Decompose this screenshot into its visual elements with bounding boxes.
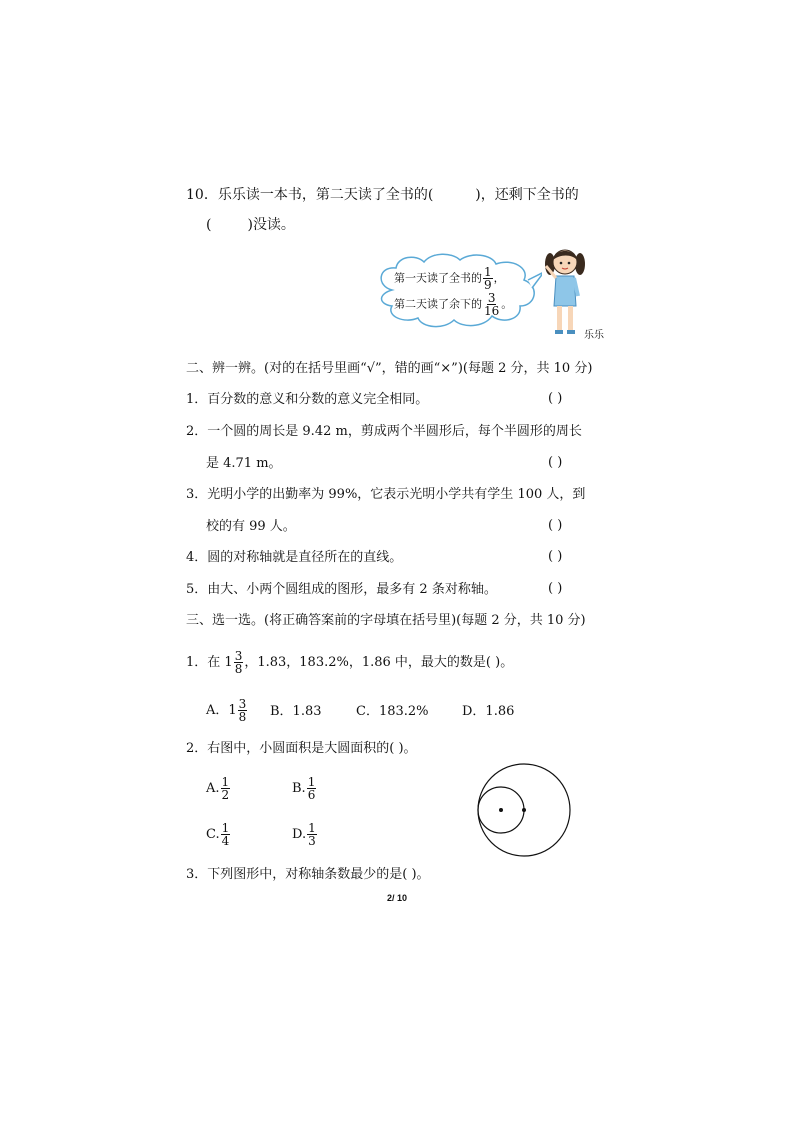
s3-q2-option-c[interactable] [206, 822, 231, 847]
s3-q1-option-a-label: A．1 [206, 703, 237, 718]
s3-q1-fraction [234, 650, 244, 675]
q10-line1 [186, 186, 579, 204]
s3-q2-option-c-num: 1 [221, 821, 230, 835]
s2-item-1-blank[interactable]: ( ) [548, 391, 563, 406]
s2-item-2-blank[interactable]: ( ) [548, 455, 563, 470]
s3-q2-option-b-den: 6 [307, 788, 316, 802]
s3-q1 [186, 650, 513, 675]
s3-q1-option-b[interactable]: B．1.83 [270, 704, 322, 719]
q10-blank2-open: ( [206, 217, 212, 233]
s2-item-2-num: 2． [186, 424, 208, 439]
s2-item-3-num: 3． [186, 487, 208, 502]
s2-item-2-cont: 是 4.71 m。 [206, 456, 282, 471]
small-circle-center [499, 808, 503, 812]
s3-q2-option-c-label: C. [206, 827, 220, 842]
s2-item-4 [186, 549, 402, 567]
s3-q2-option-b-fraction [307, 776, 317, 801]
speech-line-1-end: ， [493, 271, 505, 285]
s3-q1-num: 1． [186, 655, 208, 670]
q10-blank1-close: ) [475, 187, 481, 203]
speech-fraction-2 [483, 292, 500, 317]
large-circle-center [522, 808, 526, 812]
s2-item-5 [186, 581, 497, 599]
speech-fraction-1 [483, 266, 493, 291]
q10-text-c: 没读。 [252, 217, 295, 233]
speech-line-2-end: 。 [501, 297, 513, 311]
s3-q2-option-a-fraction [221, 776, 231, 801]
s3-q2-option-a[interactable] [206, 776, 231, 801]
character-name: 乐乐 [584, 330, 604, 341]
speech-line-1-text: 第一天读了全书的 [394, 271, 482, 285]
s3-q2-option-c-fraction [221, 822, 231, 847]
s3-q2-option-d-fraction [307, 822, 317, 847]
s3-q2-option-a-den: 2 [221, 788, 230, 802]
s3-q1-option-a-den: 8 [238, 710, 247, 724]
s3-q2-option-a-num: 1 [221, 775, 230, 789]
s3-q1-option-c[interactable]: C．183.2% [356, 704, 429, 719]
s3-q1-option-a-fraction [238, 698, 248, 723]
s3-q2-option-d[interactable] [292, 822, 318, 847]
girl-illustration [540, 246, 590, 342]
speech-line-2-text: 第二天读了余下的 [394, 297, 482, 311]
s2-item-4-num: 4． [186, 550, 208, 565]
s2-item-2 [186, 423, 582, 441]
s2-item-1-text: 百分数的意义和分数的意义完全相同。 [207, 392, 429, 407]
s3-q1-option-a[interactable] [206, 698, 248, 723]
s2-item-5-num: 5． [186, 582, 208, 597]
speech-fraction-2-den: 16 [484, 304, 500, 318]
s3-q3-num: 3． [186, 867, 208, 882]
s2-item-3-blank[interactable]: ( ) [548, 518, 563, 533]
s3-q2-option-b[interactable] [292, 776, 317, 801]
s3-q2 [186, 740, 417, 758]
circles-figure [470, 760, 574, 864]
s3-q3-text: 下列图形中，对称轴条数最少的是( )。 [207, 867, 430, 882]
q10-line2 [206, 216, 295, 234]
s2-item-4-text: 圆的对称轴就是直径所在的直线。 [207, 550, 403, 565]
speech-line-1 [394, 266, 505, 291]
s3-q1-option-d[interactable]: D．1.86 [462, 704, 515, 719]
s3-q1-fraction-num: 3 [234, 649, 243, 663]
speech-fraction-1-num: 1 [484, 265, 492, 279]
s2-item-1 [186, 391, 428, 409]
s2-item-3 [186, 486, 585, 504]
speech-line-2 [394, 292, 512, 317]
s3-q2-option-d-den: 3 [308, 834, 316, 848]
section2-heading: 二、辨一辨。(对的在括号里画“√”，错的画“×”)(每题 2 分，共 10 分) [186, 361, 593, 376]
speech-fraction-1-den: 9 [484, 278, 492, 292]
q10-blank1-open: ( [427, 187, 434, 203]
s3-q2-text: 右图中，小圆面积是大圆面积的( )。 [207, 741, 417, 756]
s3-q2-option-a-label: A. [206, 781, 220, 796]
s2-item-5-text: 由大、小两个圆组成的图形，最多有 2 条对称轴。 [207, 582, 497, 597]
s2-item-3-text: 光明小学的出勤率为 99%，它表示光明小学共有学生 100 人，到 [207, 487, 586, 502]
s2-item-1-num: 1． [186, 392, 208, 407]
s3-q1-option-a-num: 3 [238, 697, 247, 711]
q10-text-b: ，还剩下全书的 [480, 187, 579, 203]
s3-q2-option-d-label: D. [292, 827, 307, 842]
s3-q1-text: ，1.83，183.2%，1.86 中，最大的数是( )。 [244, 655, 514, 670]
s2-item-3-cont: 校的有 99 人。 [206, 519, 296, 534]
speech-fraction-2-num: 3 [487, 291, 496, 305]
q10-number: 10． [186, 187, 218, 203]
s2-item-5-blank[interactable]: ( ) [548, 581, 563, 596]
page-number: 2/ 10 [386, 893, 408, 903]
s2-item-4-blank[interactable]: ( ) [548, 549, 563, 564]
s3-q2-option-c-den: 4 [221, 834, 230, 848]
s3-q2-num: 2． [186, 741, 208, 756]
s3-q2-option-d-num: 1 [308, 821, 316, 835]
s3-q2-option-b-num: 1 [307, 775, 316, 789]
s3-q1-fraction-den: 8 [234, 662, 243, 676]
s3-q2-option-b-label: B. [292, 781, 306, 796]
section3-heading: 三、选一选。(将正确答案前的字母填在括号里)(每题 2 分，共 10 分) [186, 613, 586, 628]
q10-blank2-close: ) [247, 217, 253, 233]
s3-q3 [186, 866, 430, 884]
s2-item-2-text: 一个圆的周长是 9.42 m，剪成两个半圆形后，每个半圆形的周长 [207, 424, 582, 439]
q10-text-a: 乐乐读一本书，第二天读了全书的 [217, 187, 428, 203]
s3-q1-prefix: 在 1 [207, 655, 233, 670]
